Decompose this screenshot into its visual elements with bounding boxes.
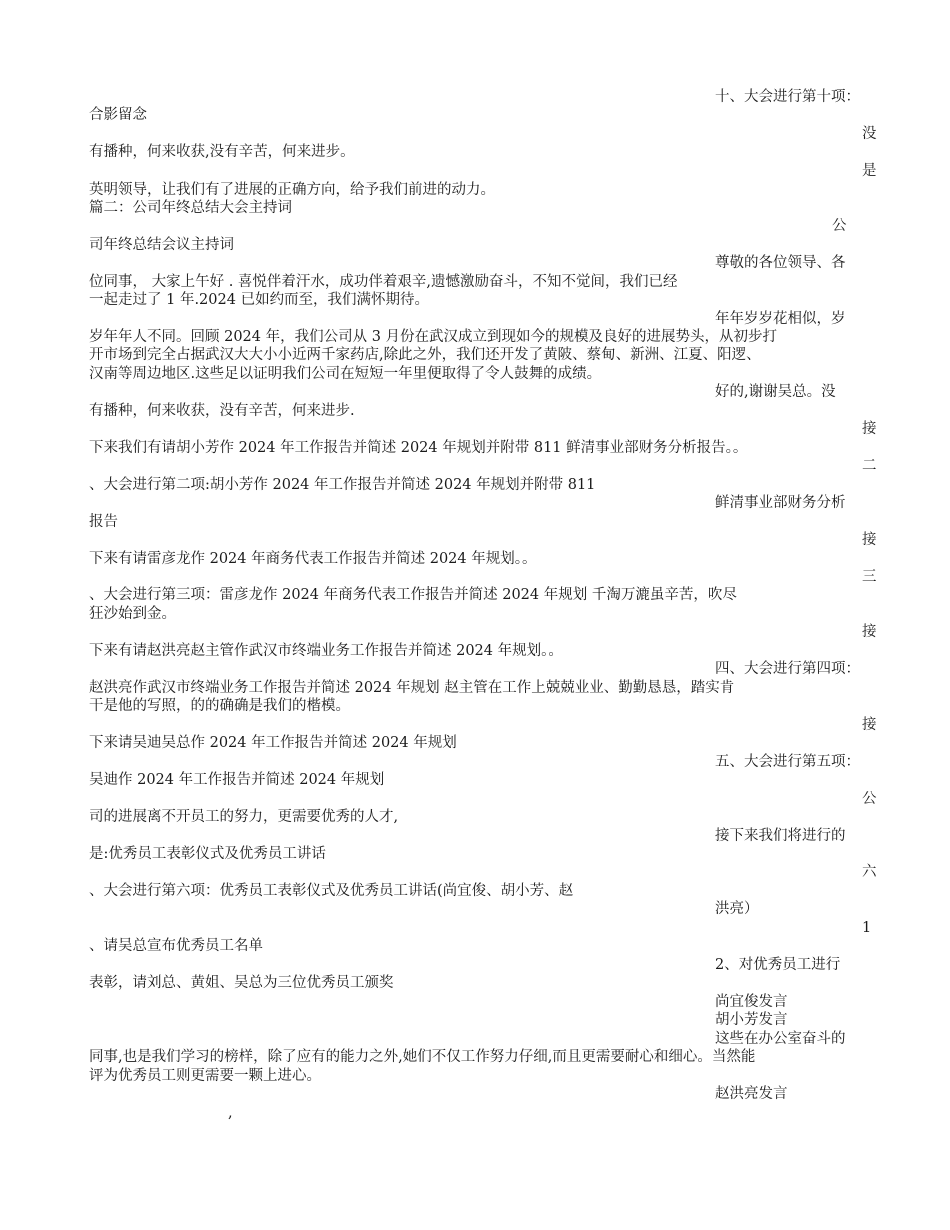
text-line: 开市场到完全占据武汉大大小小近两千家药店,除此之外，我们还开发了黄陂、蔡甸、新洲、江夏、阳逻、 xyxy=(89,347,761,363)
text-line: 、大会进行第三项：雷彦龙作 2024 年商务代表工作报告并简述 2024 年规划 千淘万漉虽辛苦，吹尽 xyxy=(89,587,737,603)
text-line: 二 xyxy=(862,458,877,474)
text-line: 这些在办公室奋斗的 xyxy=(715,1031,846,1047)
text-line: 汉南等周边地区.这些足以证明我们公司在短短一年里便取得了令人鼓舞的成绩。 xyxy=(89,366,602,382)
text-line: 四、大会进行第四项： xyxy=(715,661,860,677)
text-line: 、请吴总宣布优秀员工名单 xyxy=(89,938,263,954)
text-line: 同事,也是我们学习的榜样，除了应有的能力之外,她们不仅工作努力仔细,而且更需要耐心和细心。当然能 xyxy=(89,1049,756,1065)
text-line: 是 xyxy=(862,163,877,179)
text-line: 、大会进行第六项：优秀员工表彰仪式及优秀员工讲话(尚宜俊、胡小芳、赵 xyxy=(89,883,574,899)
text-line: 鲜清事业部财务分析 xyxy=(715,495,846,511)
text-line: 胡小芳发言 xyxy=(715,1012,788,1028)
text-line: 有播种，何来收获,没有辛苦，何来进步。 xyxy=(89,144,355,160)
text-line: 1 xyxy=(862,920,872,936)
text-line: 合影留念 xyxy=(89,107,147,123)
text-line: 五、大会进行第五项： xyxy=(715,754,860,770)
text-line: 下来请吴迪吴总作 2024 年工作报告并简述 2024 年规划 xyxy=(89,735,457,751)
text-line: 尊敬的各位领导、各 xyxy=(715,255,846,271)
text-line: 洪亮） xyxy=(715,901,759,917)
text-line: 下来有请雷彦龙作 2024 年商务代表工作报告并简述 2024 年规划。。 xyxy=(89,551,537,567)
text-line: 接下来我们将进行的 xyxy=(715,828,846,844)
text-line: 接 xyxy=(862,421,877,437)
text-line: 位同事， 大家上午好 . 喜悦伴着汗水，成功伴着艰辛,遗憾激励奋斗，不知不觉间，我们已经 xyxy=(89,274,678,290)
text-line: 接 xyxy=(862,624,877,640)
text-line: 下来有请赵洪亮赵主管作武汉市终端业务工作报告并简述 2024 年规划。。 xyxy=(89,643,563,659)
text-line: 表彰，请刘总、黄姐、吴总为三位优秀员工颁奖 xyxy=(89,975,394,991)
text-line: 三 xyxy=(862,569,877,585)
text-line: 干是他的写照，的的确确是我们的楷模。 xyxy=(89,698,350,714)
text-line: 有播种，何来收获，没有辛苦，何来进步. xyxy=(89,403,355,419)
text-line: 接 xyxy=(862,532,877,548)
text-line: 好的,谢谢吴总。没 xyxy=(715,384,836,400)
text-line: 是:优秀员工表彰仪式及优秀员工讲话 xyxy=(89,846,326,862)
text-line: 司年终总结会议主持词 xyxy=(89,237,234,253)
text-line: 接 xyxy=(862,717,877,733)
text-line: 年年岁岁花相似，岁 xyxy=(715,311,846,327)
text-line: 英明领导，让我们有了进展的正确方向，给予我们前进的动力。 xyxy=(89,182,495,198)
text-line: 吴迪作 2024 年工作报告并简述 2024 年规划 xyxy=(89,772,385,788)
text-line: 六 xyxy=(862,864,877,880)
text-line: 司的进展离不开员工的努力，更需要优秀的人才, xyxy=(89,809,399,825)
text-line: 公 xyxy=(862,791,877,807)
text-line: 一起走过了 1 年.2024 已如约而至，我们满怀期待。 xyxy=(89,292,430,308)
text-line: 报告 xyxy=(89,514,118,530)
text-line: 评为优秀员工则更需要一颗上进心。 xyxy=(89,1068,321,1084)
text-line: 没 xyxy=(862,126,877,142)
text-line: 尚宜俊发言 xyxy=(715,994,788,1010)
text-line: 、大会进行第二项:胡小芳作 2024 年工作报告并简述 2024 年规划并附带 811 xyxy=(89,477,596,493)
text-line: 岁年年人不同。回顾 2024 年，我们公司从 3 月份在武汉成立到现如今的规模及良好的进展势头，从初步打 xyxy=(89,329,778,345)
text-line: 下来我们有请胡小芳作 2024 年工作报告并简述 2024 年规划并附带 811 鲜清事业部财务分析报告。。 xyxy=(89,440,748,456)
text-line: 狂沙始到金。 xyxy=(89,606,176,622)
text-line: 2、对优秀员工进行 xyxy=(715,957,841,973)
section-heading: 篇二：公司年终总结大会主持词 xyxy=(89,200,292,216)
text-line: , xyxy=(228,1105,233,1121)
text-line: 十、大会进行第十项： xyxy=(715,89,860,105)
text-line: 公 xyxy=(832,218,847,234)
text-line: 赵洪亮发言 xyxy=(715,1086,788,1102)
text-line: 赵洪亮作武汉市终端业务工作报告并简述 2024 年规划 赵主管在工作上兢兢业业、勤勤恳恳，踏实肯 xyxy=(89,680,735,696)
